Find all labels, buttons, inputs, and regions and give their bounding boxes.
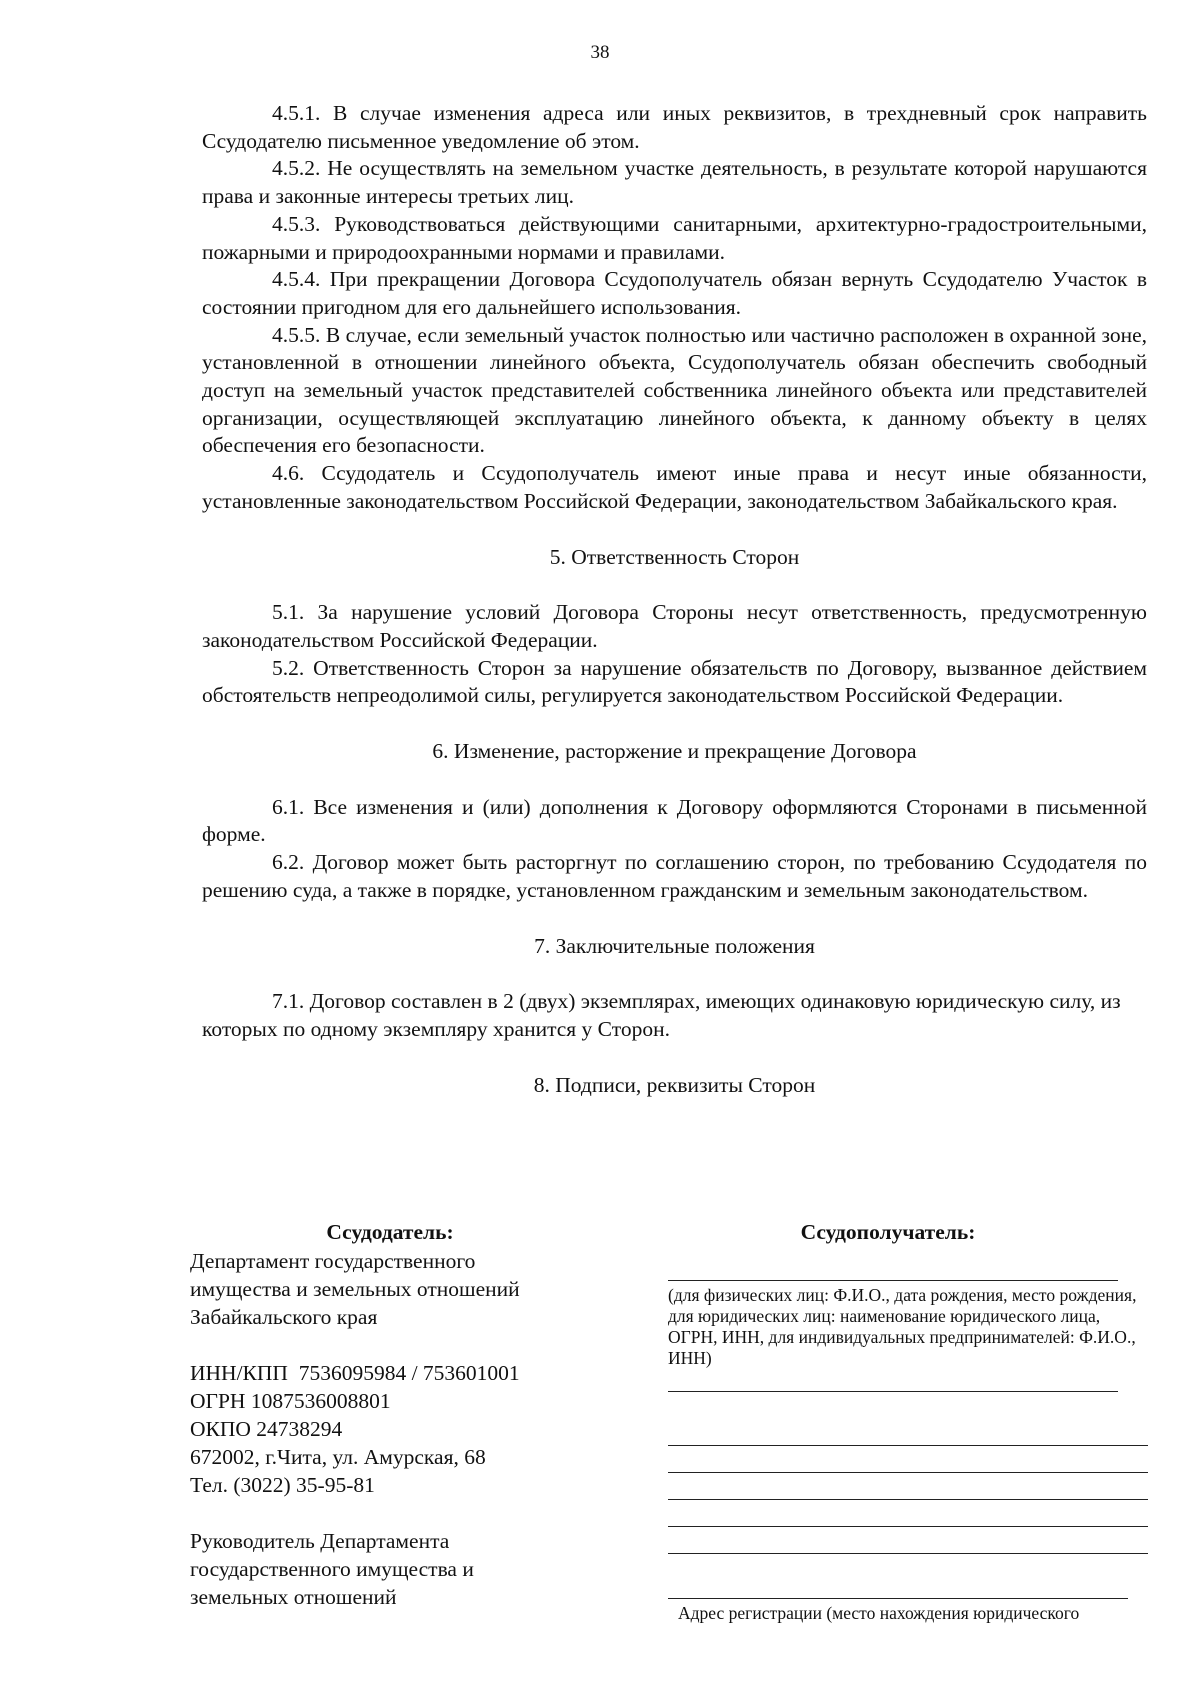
clause-5-1: 5.1. За нарушение условий Договора Стороны несут ответственность, предусмотренную законодательством Российской Федерации.: [202, 600, 1147, 652]
borrower-blank-line: [668, 1499, 1148, 1500]
borrower-blank-line: [668, 1598, 1128, 1599]
lender-org-line: имущества и земельных отношений: [190, 1277, 520, 1301]
lender-phone: Тел. (3022) 35-95-81: [190, 1473, 375, 1497]
clause-4-6: 4.6. Ссудодатель и Ссудополучатель имеют иные права и несут иные обязанности, установленные законодательством Российской Федерации, законодательством Забайкальского края.: [202, 461, 1147, 513]
borrower-blank-line: [668, 1391, 1118, 1392]
clause-4-5-4: 4.5.4. При прекращении Договора Ссудополучатель обязан вернуть Ссудодателю Участок в состоянии пригодном для его дальнейшего использования.: [202, 267, 1147, 319]
clause-7-1: 7.1. Договор составлен в 2 (двух) экземплярах, имеющих одинаковую юридическую силу, из которых по одному экземпляру хранится у Сторон.: [202, 989, 1121, 1041]
lender-org-line: Департамент государственного: [190, 1249, 476, 1273]
lender-head-line: земельных отношений: [190, 1585, 397, 1609]
signatures-block: [0, 1218, 1200, 1698]
borrower-blank-line: [668, 1553, 1148, 1554]
section-7-heading: 7. Заключительные положения: [534, 933, 815, 958]
clause-6-2: 6.2. Договор может быть расторгнут по соглашению сторон, по требованию Ссудодателя по решению суда, а также в порядке, установленном гражданским и земельным законодательством.: [202, 850, 1147, 902]
document-body: [202, 100, 1147, 1099]
page-number: 38: [590, 42, 610, 63]
clause-4-5-3: 4.5.3. Руководствоваться действующими санитарными, архитектурно-градостроительными, пожарными и природоохранными нормами и правилами.: [202, 211, 1147, 264]
section-8-heading: 8. Подписи, реквизиты Сторон: [533, 1072, 816, 1097]
borrower-hint: (для физических лиц: Ф.И.О., дата рождения, место рождения, для юридических лиц: наименование юридического лица, ОГРН, ИНН, для индивидуальных предпринимателей: Ф.И.О., ИНН): [668, 1285, 1137, 1368]
lender-ogrn: ОГРН 1087536008801: [190, 1389, 391, 1413]
borrower-blank-line: [668, 1472, 1148, 1473]
section-5-heading: 5. Ответственность Сторон: [549, 544, 800, 569]
section-6-heading: 6. Изменение, расторжение и прекращение Договора: [432, 739, 917, 764]
borrower-blank-line: [668, 1445, 1148, 1446]
lender-org-line: Забайкальского края: [190, 1305, 378, 1329]
lender-head-line: Руководитель Департамента: [190, 1529, 450, 1553]
clause-4-5-5: 4.5.5. В случае, если земельный участок полностью или частично расположен в охранной зоне, установленной в отношении линейного объекта, Ссудополучатель обязан обеспечить свободный доступ на земельный участок представителей собственника линейного объекта или представителей организации, осуществляющей эксплуатацию линейного объекта, к данному объекту в целях обеспечения его безопасности.: [202, 322, 1147, 458]
borrower-column: [668, 1218, 1168, 1623]
lender-head-line: государственного имущества и: [190, 1557, 474, 1581]
lender-title: Ссудодатель:: [326, 1220, 454, 1244]
lender-okpo: ОКПО 24738294: [190, 1417, 343, 1441]
borrower-blank-line: [668, 1526, 1148, 1527]
lender-address: 672002, г.Чита, ул. Амурская, 68: [190, 1445, 486, 1469]
borrower-address-note: Адрес регистрации (место нахождения юридического: [678, 1603, 1080, 1623]
borrower-title: Ссудополучатель:: [800, 1220, 976, 1244]
clause-4-5-1: 4.5.1. В случае изменения адреса или иных реквизитов, в трехдневный срок направить Ссудодателю письменное уведомление об этом.: [202, 101, 1147, 153]
lender-inn-kpp: ИНН/КПП 7536095984 / 753601001: [190, 1361, 520, 1385]
clause-6-1: 6.1. Все изменения и (или) дополнения к Договору оформляются Сторонами в письменной форме.: [202, 794, 1147, 847]
clause-5-2: 5.2. Ответственность Сторон за нарушение обязательств по Договору, вызванное действием обстоятельств непреодолимой силы, регулируется законодательством Российской Федерации.: [202, 655, 1147, 708]
lender-column: [190, 1218, 610, 1611]
clause-4-5-2: 4.5.2. Не осуществлять на земельном участке деятельность, в результате которой нарушаются права и законные интересы третьих лиц.: [202, 156, 1147, 209]
borrower-blank-line: [668, 1280, 1118, 1281]
